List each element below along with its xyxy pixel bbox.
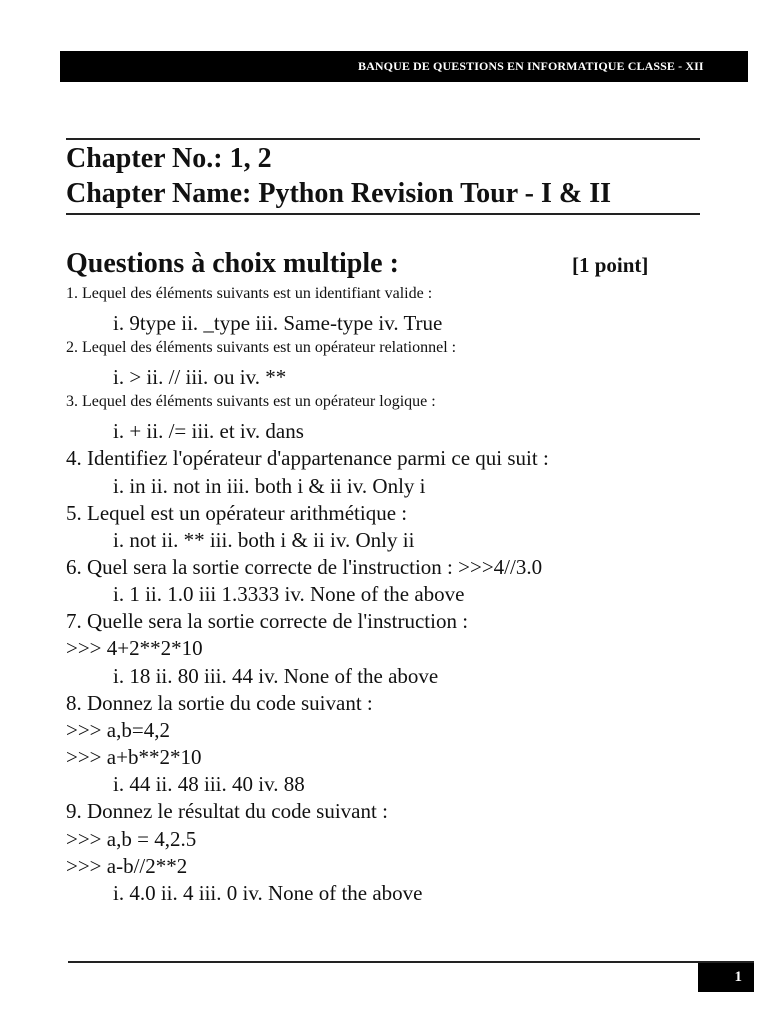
question-4-options: i. in ii. not in iii. both i & ii iv. Only i	[113, 474, 426, 498]
header-band	[60, 51, 748, 82]
footer-rule	[68, 961, 754, 963]
chapter-name: Chapter Name: Python Revision Tour - I & II	[66, 178, 612, 209]
question-7-text: 7. Quelle sera la sortie correcte de l'instruction :	[66, 609, 469, 633]
question-8-text: 8. Donnez la sortie du code suivant :	[66, 691, 373, 715]
question-9-options: i. 4.0 ii. 4 iii. 0 iv. None of the above	[113, 881, 423, 905]
chapter-number: Chapter No.: 1, 2	[66, 143, 272, 174]
header-title: BANQUE DE QUESTIONS EN INFORMATIQUE CLASSE - XII	[358, 59, 704, 73]
question-8-code-line-2: >>> a+b**2*10	[66, 745, 202, 769]
question-3-text: 3. Lequel des éléments suivants est un opérateur logique :	[66, 393, 436, 410]
question-5-text: 5. Lequel est un opérateur arithmétique :	[66, 501, 408, 525]
page-number: 1	[734, 969, 742, 985]
question-6-options: i. 1 ii. 1.0 iii 1.3333 iv. None of the above	[113, 582, 465, 606]
chapter-bottom-rule	[66, 213, 700, 215]
question-9-code-line-1: >>> a,b = 4,2.5	[66, 827, 197, 851]
question-1-options: i. 9type ii. _type iii. Same-type iv. True	[113, 311, 443, 335]
question-9-code-line-2: >>> a-b//2**2	[66, 854, 188, 878]
points-label: [1 point]	[572, 253, 649, 277]
question-8-code-line-1: >>> a,b=4,2	[66, 718, 170, 742]
question-7-code-line-1: >>> 4+2**2*10	[66, 636, 203, 660]
top-rule	[66, 138, 700, 140]
section-title: Questions à choix multiple :	[66, 248, 399, 279]
question-8-options: i. 44 ii. 48 iii. 40 iv. 88	[113, 772, 305, 796]
question-2-text: 2. Lequel des éléments suivants est un opérateur relationnel :	[66, 339, 457, 356]
question-7-options: i. 18 ii. 80 iii. 44 iv. None of the above	[113, 664, 439, 688]
question-5-options: i. not ii. ** iii. both i & ii iv. Only ii	[113, 528, 415, 552]
question-1-text: 1. Lequel des éléments suivants est un identifiant valide :	[66, 285, 433, 302]
question-2-options: i. > ii. // iii. ou iv. **	[113, 365, 287, 389]
question-4-text: 4. Identifiez l'opérateur d'appartenance parmi ce qui suit :	[66, 446, 549, 470]
page-number-box	[698, 963, 754, 992]
question-6-text: 6. Quel sera la sortie correcte de l'instruction : >>>4//3.0	[66, 555, 543, 579]
question-9-text: 9. Donnez le résultat du code suivant :	[66, 799, 388, 823]
question-3-options: i. + ii. /= iii. et iv. dans	[113, 419, 304, 443]
